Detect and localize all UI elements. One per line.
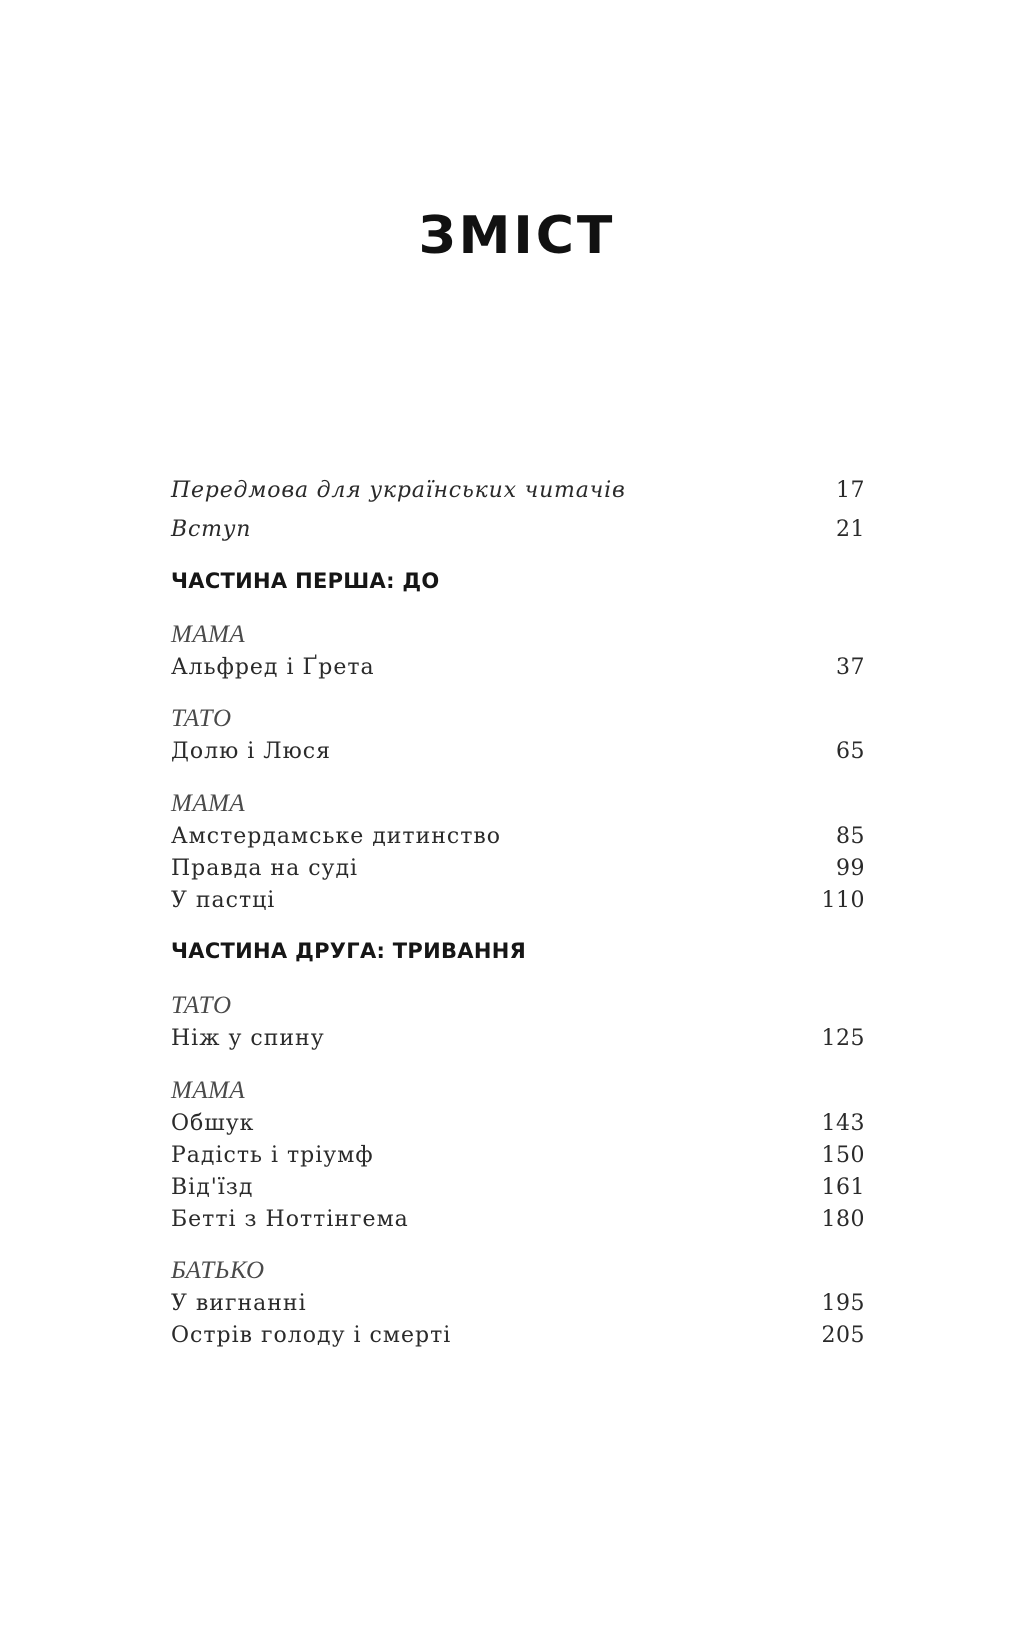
toc-page-number: 65 bbox=[836, 739, 865, 764]
part-heading-label: ЧАСТИНА ДРУГА: ТРИВАННЯ bbox=[171, 939, 527, 963]
section-heading-label: ТАТО bbox=[171, 705, 232, 732]
toc-entry-label: Острів голоду і смерті bbox=[171, 1323, 452, 1348]
toc-entry[interactable] bbox=[171, 1287, 865, 1321]
toc-page-number: 205 bbox=[821, 1323, 865, 1348]
toc-page-number: 150 bbox=[821, 1143, 865, 1168]
toc-entry-label: Обшук bbox=[171, 1111, 255, 1136]
toc-entry-label: У вигнанні bbox=[171, 1291, 307, 1316]
toc-section-heading bbox=[171, 702, 865, 736]
section-heading-label: ТАТО bbox=[171, 992, 232, 1019]
toc-entry-label: У пастці bbox=[171, 888, 276, 913]
toc-entry[interactable] bbox=[171, 1139, 865, 1173]
toc-entry-label: Правда на суді bbox=[171, 856, 359, 881]
toc-part-heading bbox=[171, 934, 865, 968]
toc-page-number: 110 bbox=[821, 888, 865, 913]
toc-entry-preface[interactable] bbox=[171, 474, 865, 508]
part-heading-label: ЧАСТИНА ПЕРША: ДО bbox=[171, 569, 440, 593]
toc-entry-label: Вступ bbox=[171, 517, 252, 542]
toc-page-number: 37 bbox=[836, 655, 865, 680]
toc-entry-label: Бетті з Ноттінгема bbox=[171, 1207, 409, 1232]
toc-section-heading bbox=[171, 1254, 865, 1288]
section-heading-label: БАТЬКО bbox=[171, 1257, 265, 1284]
toc-entry-label: Альфред і Ґрета bbox=[171, 655, 375, 680]
section-heading-label: МАМА bbox=[171, 790, 246, 817]
toc-entry-label: Передмова для українських читачів bbox=[171, 478, 626, 503]
toc-page-number: 161 bbox=[821, 1175, 865, 1200]
toc-entry[interactable] bbox=[171, 852, 865, 886]
toc-entry[interactable] bbox=[171, 884, 865, 918]
section-heading-label: МАМА bbox=[171, 1077, 246, 1104]
toc-entry[interactable] bbox=[171, 1203, 865, 1237]
toc-entry[interactable] bbox=[171, 820, 865, 854]
toc-section-heading bbox=[171, 1074, 865, 1108]
toc-entry-label: Долю і Люся bbox=[171, 739, 331, 764]
toc-page-number: 85 bbox=[836, 824, 865, 849]
toc-entry[interactable] bbox=[171, 735, 865, 769]
toc-page-number: 99 bbox=[836, 856, 865, 881]
toc-section-heading bbox=[171, 787, 865, 821]
toc-entry-label: Від'їзд bbox=[171, 1175, 254, 1200]
toc-entry[interactable] bbox=[171, 1107, 865, 1141]
section-heading-label: МАМА bbox=[171, 621, 246, 648]
toc-part-heading bbox=[171, 564, 865, 598]
toc-page-number: 17 bbox=[836, 478, 865, 503]
toc-page-number: 195 bbox=[821, 1291, 865, 1316]
toc-section-heading bbox=[171, 618, 865, 652]
toc-entry-label: Радість і тріумф bbox=[171, 1143, 374, 1168]
toc-page-number: 21 bbox=[836, 517, 865, 542]
page-title: ЗМІСТ bbox=[418, 206, 616, 266]
toc-entry[interactable] bbox=[171, 651, 865, 685]
toc-entry[interactable] bbox=[171, 1171, 865, 1205]
toc-page-number: 143 bbox=[821, 1111, 865, 1136]
toc-page-number: 180 bbox=[821, 1207, 865, 1232]
toc-entry[interactable] bbox=[171, 1022, 865, 1056]
toc-page-number: 125 bbox=[821, 1026, 865, 1051]
toc-entry-label: Амстердамське дитинство bbox=[171, 824, 502, 849]
toc-entry-introduction[interactable] bbox=[171, 513, 865, 547]
toc-section-heading bbox=[171, 989, 865, 1023]
toc-entry-label: Ніж у спину bbox=[171, 1026, 325, 1051]
toc-entry[interactable] bbox=[171, 1319, 865, 1353]
